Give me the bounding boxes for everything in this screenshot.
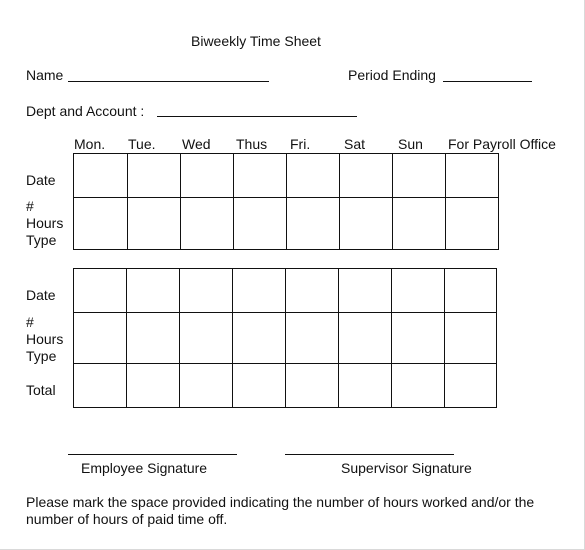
week1-hours-cell[interactable]: [234, 198, 287, 250]
dept-account-label: Dept and Account :: [26, 103, 145, 119]
col-header-payroll: For Payroll Office: [448, 136, 556, 152]
name-input-line[interactable]: [68, 81, 269, 82]
week2-grid: [73, 268, 497, 408]
sheet-title: Biweekly Time Sheet: [191, 33, 321, 49]
week2-total-cell[interactable]: [392, 364, 445, 408]
week2-total-row: [74, 364, 497, 408]
week2-hours-cell[interactable]: [286, 313, 339, 364]
week2-hours-cell[interactable]: [233, 313, 286, 364]
week2-hours-cell[interactable]: [127, 313, 180, 364]
week1-row-hash: #: [26, 198, 34, 214]
week1-date-cell[interactable]: [181, 154, 234, 198]
week1-hours-cell[interactable]: [128, 198, 181, 250]
week2-date-cell[interactable]: [127, 269, 180, 313]
col-header-wed: Wed: [182, 136, 211, 152]
week1-hours-cell[interactable]: [287, 198, 340, 250]
week2-total-cell[interactable]: [233, 364, 286, 408]
week2-date-row: [74, 269, 497, 313]
week2-row-hours: Hours: [26, 331, 64, 347]
week2-total-cell[interactable]: [74, 364, 127, 408]
week1-date-cell[interactable]: [234, 154, 287, 198]
week1-row-type: Type: [26, 232, 57, 248]
week1-hours-cell[interactable]: [393, 198, 446, 250]
col-header-thus: Thus: [236, 136, 268, 152]
week2-date-cell[interactable]: [339, 269, 392, 313]
col-header-tue: Tue.: [128, 136, 156, 152]
week1-hours-cell[interactable]: [74, 198, 128, 250]
week1-date-cell[interactable]: [446, 154, 499, 198]
week1-date-cell[interactable]: [74, 154, 128, 198]
week2-date-cell[interactable]: [392, 269, 445, 313]
week2-hours-cell[interactable]: [180, 313, 233, 364]
supervisor-signature-label: Supervisor Signature: [341, 460, 472, 476]
week2-total-cell[interactable]: [339, 364, 392, 408]
dept-account-input-line[interactable]: [157, 116, 357, 117]
supervisor-signature-line[interactable]: [285, 454, 454, 455]
week1-hours-cell[interactable]: [340, 198, 393, 250]
week2-date-cell[interactable]: [286, 269, 339, 313]
week2-hours-cell[interactable]: [392, 313, 445, 364]
week1-date-cell[interactable]: [393, 154, 446, 198]
col-header-sun: Sun: [398, 136, 423, 152]
period-ending-input-line[interactable]: [443, 81, 532, 82]
week1-date-row: [74, 154, 499, 198]
col-header-mon: Mon.: [74, 136, 106, 152]
instructions-note: Please mark the space provided indicating the number of hours worked and/or the number of hours of paid time off.: [26, 494, 535, 527]
name-label: Name: [26, 67, 64, 83]
col-header-sat: Sat: [344, 136, 366, 152]
col-header-fri: Fri.: [290, 136, 311, 152]
week2-hours-cell[interactable]: [74, 313, 127, 364]
week2-date-cell[interactable]: [180, 269, 233, 313]
week1-hours-cell[interactable]: [181, 198, 234, 250]
week2-total-cell[interactable]: [445, 364, 497, 408]
week1-row-date: Date: [26, 172, 56, 188]
week2-date-cell[interactable]: [445, 269, 497, 313]
week2-total-cell[interactable]: [180, 364, 233, 408]
week2-date-cell[interactable]: [74, 269, 127, 313]
employee-signature-label: Employee Signature: [81, 460, 208, 476]
week1-row-hours: Hours: [26, 215, 64, 231]
week2-total-cell[interactable]: [286, 364, 339, 408]
period-ending-label: Period Ending: [348, 67, 436, 83]
week2-hours-row: [74, 313, 497, 364]
week2-hours-cell[interactable]: [339, 313, 392, 364]
week2-date-cell[interactable]: [233, 269, 286, 313]
week1-date-cell[interactable]: [128, 154, 181, 198]
week2-row-hash: #: [26, 314, 34, 330]
week1-hours-row: [74, 198, 499, 250]
week1-grid: [73, 153, 499, 250]
week2-row-date: Date: [26, 287, 56, 303]
week2-row-total: Total: [26, 382, 56, 398]
week1-hours-cell[interactable]: [446, 198, 499, 250]
week1-date-cell[interactable]: [340, 154, 393, 198]
week2-total-cell[interactable]: [127, 364, 180, 408]
week1-date-cell[interactable]: [287, 154, 340, 198]
week2-hours-cell[interactable]: [445, 313, 497, 364]
employee-signature-line[interactable]: [68, 454, 237, 455]
week2-row-type: Type: [26, 348, 57, 364]
